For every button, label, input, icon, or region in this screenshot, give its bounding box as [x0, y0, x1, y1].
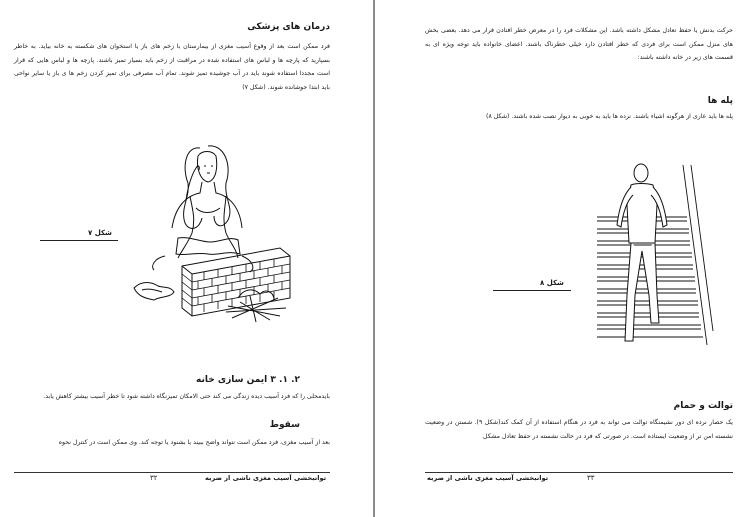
figure-8-leader-line: [493, 290, 571, 291]
paragraph-toilet-bath: یک حصار نرده ای دور نشیمنگاه توالت می تواند به فرد در هنگام استفاده از آن کمک کند(شکل ۹). شستن در وضعیت نشسته امن تر از وضعیت ایستاده است. در صورتی که فرد در حالت نشسته در حفظ تعادل مشکل: [425, 419, 733, 440]
paragraph-medical-treatment: فرد ممکن است بعد از وقوع آسیب مغزی از بیمارستان با زخم های باز یا استخوان های شکسته به خانه بیاید. به خاطر بسپارید که پارچه ها و لباس های استفاده شده در مراقبت از زخم باید بسیار تمیز باشند. پارچه ها و لباس هایی که قرار است مجددا استفاده شوند باید در آب جوشیده تمیز شوند. تمام آب مصرفی برای تمیز کردن زخم ها ی باز یا سایر نواحی باید ابتدا جوشانده شوند. (شکل ۷): [14, 43, 330, 91]
page-number: ۳۲: [150, 474, 158, 482]
figure-7-label: شکل ۷: [88, 229, 112, 237]
page-number: ۳۳: [587, 474, 595, 482]
paragraph-falls: بعد از آسیب مغزی، فرد ممکن است نتواند واضح ببیند یا بشنود یا توجه کند. وی ممکن است در کنترل نحوه: [58, 439, 330, 446]
heading-medical-treatment: درمان های پزشکی: [247, 22, 330, 32]
footer-book-title: توانبخشی آسیب مغزی ناشی از ضربه: [205, 474, 327, 482]
heading-home-safety: ۲. ۱. ۳ ایمن سازی خانه: [196, 375, 300, 385]
heading-toilet-bath: توالت و حمام: [673, 401, 733, 411]
man-on-stairs-illustration: [595, 155, 715, 355]
footer-rule: [14, 472, 330, 473]
paragraph-stairs: پله ها باید عاری از هرگونه اشیاء باشند. نرده ها باید به خوبی به دیوار نصب شده باشند. (شکل ۸): [486, 113, 733, 120]
paragraph-home-safety: بایدمحلی را که فرد آسیب دیده زندگی می کند حتی الامکان تمیزنگاه داشته شود تا خطر آسیب بیشتر کاهش یابد.: [43, 393, 330, 400]
figure-8-label: شکل ۸: [540, 279, 564, 287]
footer-book-title: توانبخشی آسیب مغزی ناشی از ضربه: [427, 474, 549, 482]
left-page: [0, 0, 374, 517]
paragraph-fall-risk: حرکت بدنش یا حفظ تعادل مشکل داشته باشد. این مشکلات فرد را در معرض خطر افتادن قرار می دهد. بعضی بخش های منزل ممکن است برای فردی که خطر افتادن دارد خیلی خطرناک باشند. اعضای خانواده باید توجه ویژه ای به قسمت های زیر در خانه داشته باشند:: [425, 27, 733, 61]
heading-falls: سقوط: [269, 420, 300, 430]
footer-rule: [425, 472, 733, 473]
woman-cooking-illustration: [130, 138, 305, 323]
heading-stairs: پله ها: [707, 96, 733, 106]
right-page: [375, 0, 749, 517]
figure-7-leader-line: [40, 240, 118, 241]
